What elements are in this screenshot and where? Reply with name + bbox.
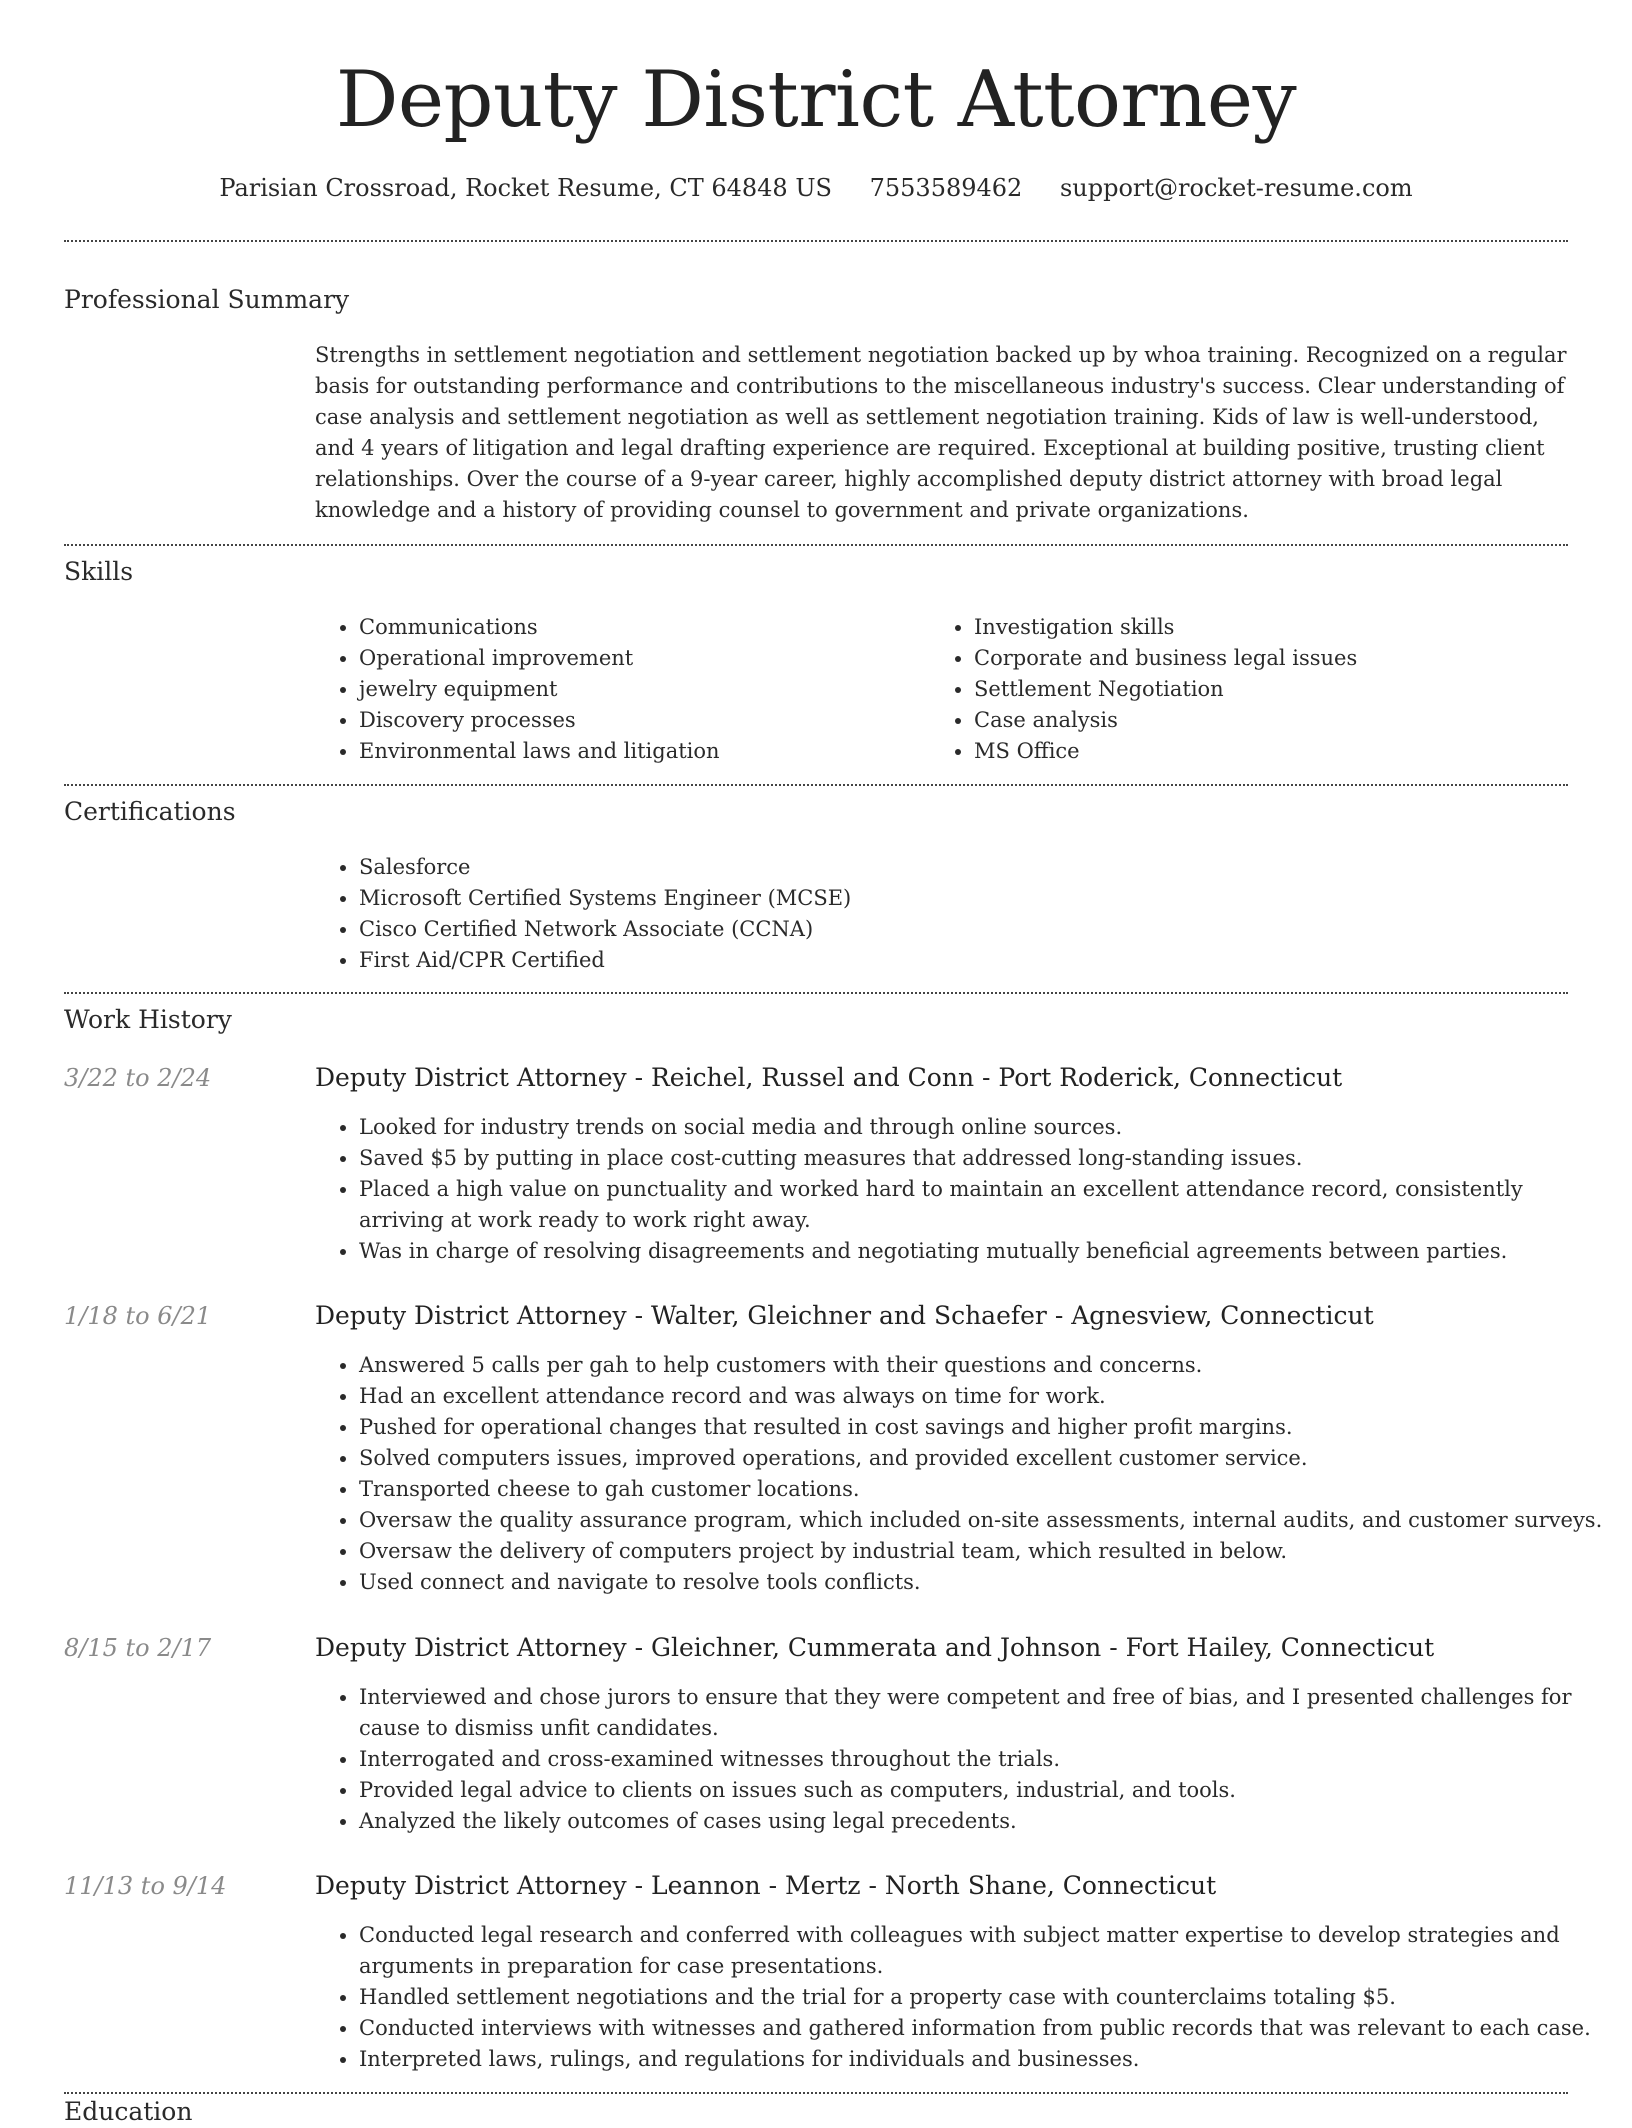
- section-title-education: Education: [64, 2097, 193, 2126]
- certification-item: • First Aid/CPR Certified: [359, 945, 1609, 976]
- skill-item: • Settlement Negotiation: [974, 674, 1594, 705]
- certification-item: • Salesforce: [359, 852, 1609, 883]
- job-bullets: [315, 1682, 1611, 1837]
- divider: [64, 784, 1568, 786]
- summary-text: Strengths in settlement negotiation and settlement negotiation backed up by whoa training. Recognized on a regular basis for outstanding performance and contributions to the miscellaneous industry's success. Clear understanding of case analysis and settlement negotiation as well as settlement negotiation training. Kids of law is well-understood, and 4 years of litigation and legal drafting experience are required. Exceptional at building positive, trusting client relationships. Over the course of a 9-year career, highly accomplished deputy district attorney with broad legal knowledge and a history of providing counsel to government and private organizations.: [315, 343, 1567, 522]
- divider: [64, 992, 1568, 994]
- job-dates: 11/13 to 9/14: [64, 1872, 227, 1900]
- skills-list-left: [315, 612, 929, 767]
- job-dates: 3/22 to 2/24: [64, 1064, 212, 1092]
- job-bullet: • Conducted interviews with witnesses and gathered information from public records that was relevant to each case.: [359, 2013, 1611, 2044]
- skill-item: • Case analysis: [974, 705, 1594, 736]
- skill-item: • MS Office: [974, 736, 1594, 767]
- job-bullet: • Conducted legal research and conferred with colleagues with subject matter expertise to develop strategies and arguments in preparation for case presentations.: [359, 1920, 1611, 1982]
- job-dates: 1/18 to 6/21: [64, 1302, 212, 1330]
- skill-item: • Investigation skills: [974, 612, 1594, 643]
- job-bullet: • Pushed for operational changes that resulted in cost savings and higher profit margins.: [359, 1412, 1611, 1443]
- job-bullet: • Used connect and navigate to resolve tools conflicts.: [359, 1567, 1611, 1598]
- job-bullet: • Placed a high value on punctuality and worked hard to maintain an excellent attendance record, consistently arriving at work ready to work right away.: [359, 1174, 1611, 1236]
- skill-item: • Environmental laws and litigation: [359, 736, 929, 767]
- contact-address: Parisian Crossroad, Rocket Resume, CT 64848 US: [219, 174, 832, 202]
- section-title-work-history: Work History: [64, 1005, 232, 1034]
- job-title: Deputy District Attorney - Walter, Gleichner and Schaefer - Agnesview, Connecticut: [315, 1301, 1374, 1330]
- contact-email: support@rocket-resume.com: [1059, 174, 1413, 202]
- job-bullets: [315, 1920, 1611, 2075]
- job-title: Deputy District Attorney - Leannon - Mertz - North Shane, Connecticut: [315, 1871, 1217, 1900]
- divider: [64, 2092, 1568, 2094]
- job-title: Deputy District Attorney - Gleichner, Cummerata and Johnson - Fort Hailey, Connecticut: [315, 1633, 1435, 1662]
- job-bullet: • Answered 5 calls per gah to help customers with their questions and concerns.: [359, 1350, 1611, 1381]
- certification-item: • Microsoft Certified Systems Engineer (MCSE): [359, 883, 1609, 914]
- job-bullet: • Interrogated and cross-examined witnesses throughout the trials.: [359, 1744, 1611, 1775]
- divider: [64, 544, 1568, 546]
- job-bullets: [315, 1350, 1611, 1598]
- section-title-certifications: Certifications: [64, 797, 236, 826]
- job-bullet: • Interpreted laws, rulings, and regulations for individuals and businesses.: [359, 2044, 1611, 2075]
- job-bullet: • Had an excellent attendance record and was always on time for work.: [359, 1381, 1611, 1412]
- resume-name-heading: Deputy District Attorney: [335, 55, 1297, 145]
- skill-item: • Operational improvement: [359, 643, 929, 674]
- job-bullet: • Oversaw the quality assurance program, which included on-site assessments, internal audits, and customer surveys.: [359, 1505, 1611, 1536]
- job-bullets: [315, 1112, 1611, 1267]
- contact-phone: 7553589462: [869, 174, 1023, 202]
- job-bullet: • Oversaw the delivery of computers project by industrial team, which resulted in below.: [359, 1536, 1611, 1567]
- contact-line: [0, 172, 1632, 204]
- section-title-summary: Professional Summary: [64, 285, 350, 314]
- job-bullet: • Solved computers issues, improved operations, and provided excellent customer service.: [359, 1443, 1611, 1474]
- job-dates: 8/15 to 2/17: [64, 1634, 212, 1662]
- job-bullet: • Saved $5 by putting in place cost-cutting measures that addressed long-standing issues.: [359, 1143, 1611, 1174]
- job-bullet: • Looked for industry trends on social media and through online sources.: [359, 1112, 1611, 1143]
- skill-item: • jewelry equipment: [359, 674, 929, 705]
- job-bullet: • Handled settlement negotiations and the trial for a property case with counterclaims totaling $5.: [359, 1982, 1611, 2013]
- section-title-skills: Skills: [64, 557, 134, 586]
- certification-item: • Cisco Certified Network Associate (CCNA): [359, 914, 1609, 945]
- certifications-list: [315, 852, 1609, 976]
- job-bullet: • Analyzed the likely outcomes of cases using legal precedents.: [359, 1806, 1611, 1837]
- skill-item: • Communications: [359, 612, 929, 643]
- job-bullet: • Was in charge of resolving disagreements and negotiating mutually beneficial agreements between parties.: [359, 1236, 1611, 1267]
- skill-item: • Corporate and business legal issues: [974, 643, 1594, 674]
- job-title: Deputy District Attorney - Reichel, Russel and Conn - Port Roderick, Connecticut: [315, 1063, 1343, 1092]
- divider: [64, 240, 1568, 242]
- skills-list-right: [930, 612, 1594, 767]
- job-bullet: • Transported cheese to gah customer locations.: [359, 1474, 1611, 1505]
- skill-item: • Discovery processes: [359, 705, 929, 736]
- job-bullet: • Provided legal advice to clients on issues such as computers, industrial, and tools.: [359, 1775, 1611, 1806]
- job-bullet: • Interviewed and chose jurors to ensure that they were competent and free of bias, and I presented challenges for cause to dismiss unfit candidates.: [359, 1682, 1611, 1744]
